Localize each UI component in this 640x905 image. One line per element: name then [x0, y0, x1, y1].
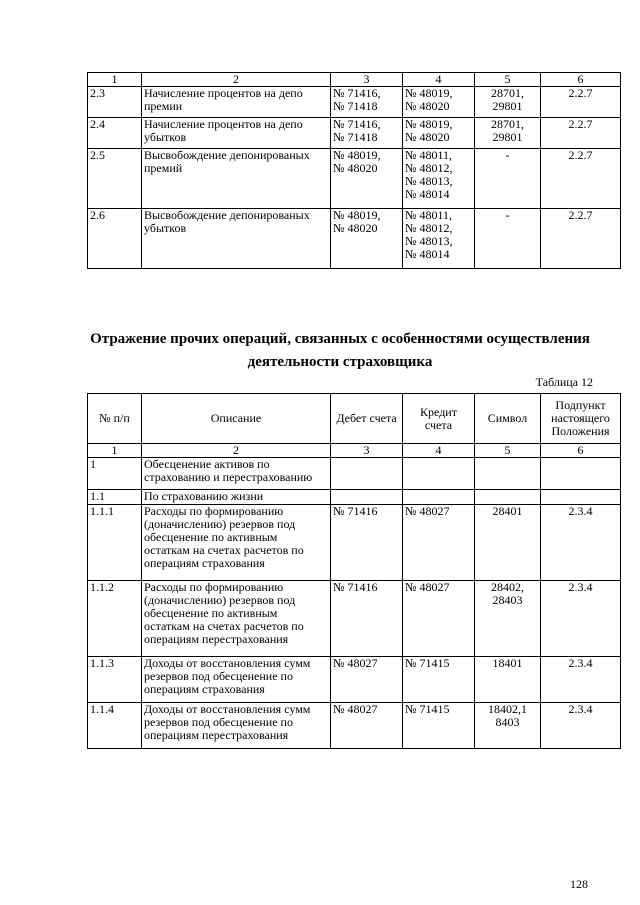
row-clause: 2.2.7: [541, 87, 621, 118]
table-row: [88, 149, 621, 209]
row-credit: № 48011, № 48012, № 48013, № 48014: [403, 209, 475, 269]
row-number: 1.1.1: [88, 505, 142, 581]
row-number: 2.3: [88, 87, 142, 118]
row-credit: № 48019, № 48020: [403, 87, 475, 118]
column-number: 4: [403, 73, 475, 87]
column-number: 6: [541, 73, 621, 87]
row-number: 2.5: [88, 149, 142, 209]
column-number: 2: [142, 444, 331, 458]
page-number: 128: [570, 877, 588, 891]
table-12: [87, 393, 621, 749]
table-row: [88, 657, 621, 703]
row-description: Начисление процентов на депо премии: [142, 87, 331, 118]
row-description: Расходы по формированию (доначислению) резервов под обесценение по активным остаткам на счетах расчетов по операциям страхования: [142, 505, 331, 581]
row-description: Доходы от восстановления сумм резервов под обесценение по операциям перестрахования: [142, 703, 331, 749]
column-number: 3: [331, 73, 403, 87]
row-credit: [403, 458, 475, 490]
row-debit: № 71416: [331, 505, 403, 581]
row-number: 1: [88, 458, 142, 490]
row-description: Обесценение активов по страхованию и перестрахованию: [142, 458, 331, 490]
column-number: 4: [403, 444, 475, 458]
header-debit: Дебет счета: [331, 394, 403, 444]
row-debit: № 48019, № 48020: [331, 149, 403, 209]
row-clause: 2.2.7: [541, 209, 621, 269]
row-credit: № 48019, № 48020: [403, 118, 475, 149]
row-description: Начисление процентов на депо убытков: [142, 118, 331, 149]
row-description: Высвобождение депонированых премий: [142, 149, 331, 209]
row-number: 1.1.2: [88, 581, 142, 657]
column-number: 5: [475, 444, 541, 458]
table-row: [88, 703, 621, 749]
row-credit: № 48027: [403, 581, 475, 657]
table-row: [88, 209, 621, 269]
row-clause: 2.3.4: [541, 505, 621, 581]
row-symbol: 28701, 29801: [475, 87, 541, 118]
header-symbol: Символ: [475, 394, 541, 444]
row-symbol: [475, 458, 541, 490]
row-symbol: -: [475, 209, 541, 269]
row-credit: № 48011, № 48012, № 48013, № 48014: [403, 149, 475, 209]
row-debit: № 71416, № 71418: [331, 118, 403, 149]
row-number: 1.1.3: [88, 657, 142, 703]
column-number: 1: [88, 444, 142, 458]
table-row: [88, 490, 621, 505]
table-row: [88, 118, 621, 149]
row-clause: 2.3.4: [541, 581, 621, 657]
row-number: 2.6: [88, 209, 142, 269]
table-row: [88, 505, 621, 581]
row-clause: [541, 458, 621, 490]
row-clause: 2.2.7: [541, 118, 621, 149]
row-symbol: 28402, 28403: [475, 581, 541, 657]
header-description: Описание: [142, 394, 331, 444]
row-debit: [331, 458, 403, 490]
table-label: Таблица 12: [535, 375, 593, 389]
header-row: [88, 394, 621, 444]
row-clause: 2.2.7: [541, 149, 621, 209]
header-clause: Подпункт настоящего Положения: [541, 394, 621, 444]
row-description: Доходы от восстановления сумм резервов под обесценение по операциям страхования: [142, 657, 331, 703]
row-symbol: 18401: [475, 657, 541, 703]
column-numbers-row: [88, 444, 621, 458]
row-number: 1.1.4: [88, 703, 142, 749]
row-debit: № 71416, № 71418: [331, 87, 403, 118]
row-symbol: [475, 490, 541, 505]
row-clause: 2.3.4: [541, 657, 621, 703]
table-row: [88, 87, 621, 118]
row-debit: № 48019, № 48020: [331, 209, 403, 269]
table-row: [88, 581, 621, 657]
column-number: 6: [541, 444, 621, 458]
column-number: 5: [475, 73, 541, 87]
row-symbol: 18402,1 8403: [475, 703, 541, 749]
row-description: По страхованию жизни: [142, 490, 331, 505]
row-description: Расходы по формированию (доначислению) резервов под обесценение по активным остаткам на счетах расчетов по операциям перестрахования: [142, 581, 331, 657]
row-debit: [331, 490, 403, 505]
row-number: 1.1: [88, 490, 142, 505]
row-symbol: 28701, 29801: [475, 118, 541, 149]
header-credit: Кредит счета: [403, 394, 475, 444]
row-symbol: 28401: [475, 505, 541, 581]
table-row: [88, 458, 621, 490]
row-description: Высвобождение депонированых убытков: [142, 209, 331, 269]
row-symbol: -: [475, 149, 541, 209]
row-clause: 2.3.4: [541, 703, 621, 749]
row-debit: № 48027: [331, 703, 403, 749]
row-credit: № 71415: [403, 703, 475, 749]
row-number: 2.4: [88, 118, 142, 149]
section-title-line1: Отражение прочих операций, связанных с особенностями осуществления: [90, 331, 590, 347]
row-credit: № 71415: [403, 657, 475, 703]
section-title-line2: деятельности страховщика: [247, 354, 433, 370]
table-continuation: [87, 72, 621, 269]
column-number: 2: [142, 73, 331, 87]
column-numbers-row: [88, 73, 621, 87]
row-credit: № 48027: [403, 505, 475, 581]
row-debit: № 48027: [331, 657, 403, 703]
header-num: № п/п: [88, 394, 142, 444]
row-clause: [541, 490, 621, 505]
row-debit: № 71416: [331, 581, 403, 657]
column-number: 1: [88, 73, 142, 87]
column-number: 3: [331, 444, 403, 458]
row-credit: [403, 490, 475, 505]
